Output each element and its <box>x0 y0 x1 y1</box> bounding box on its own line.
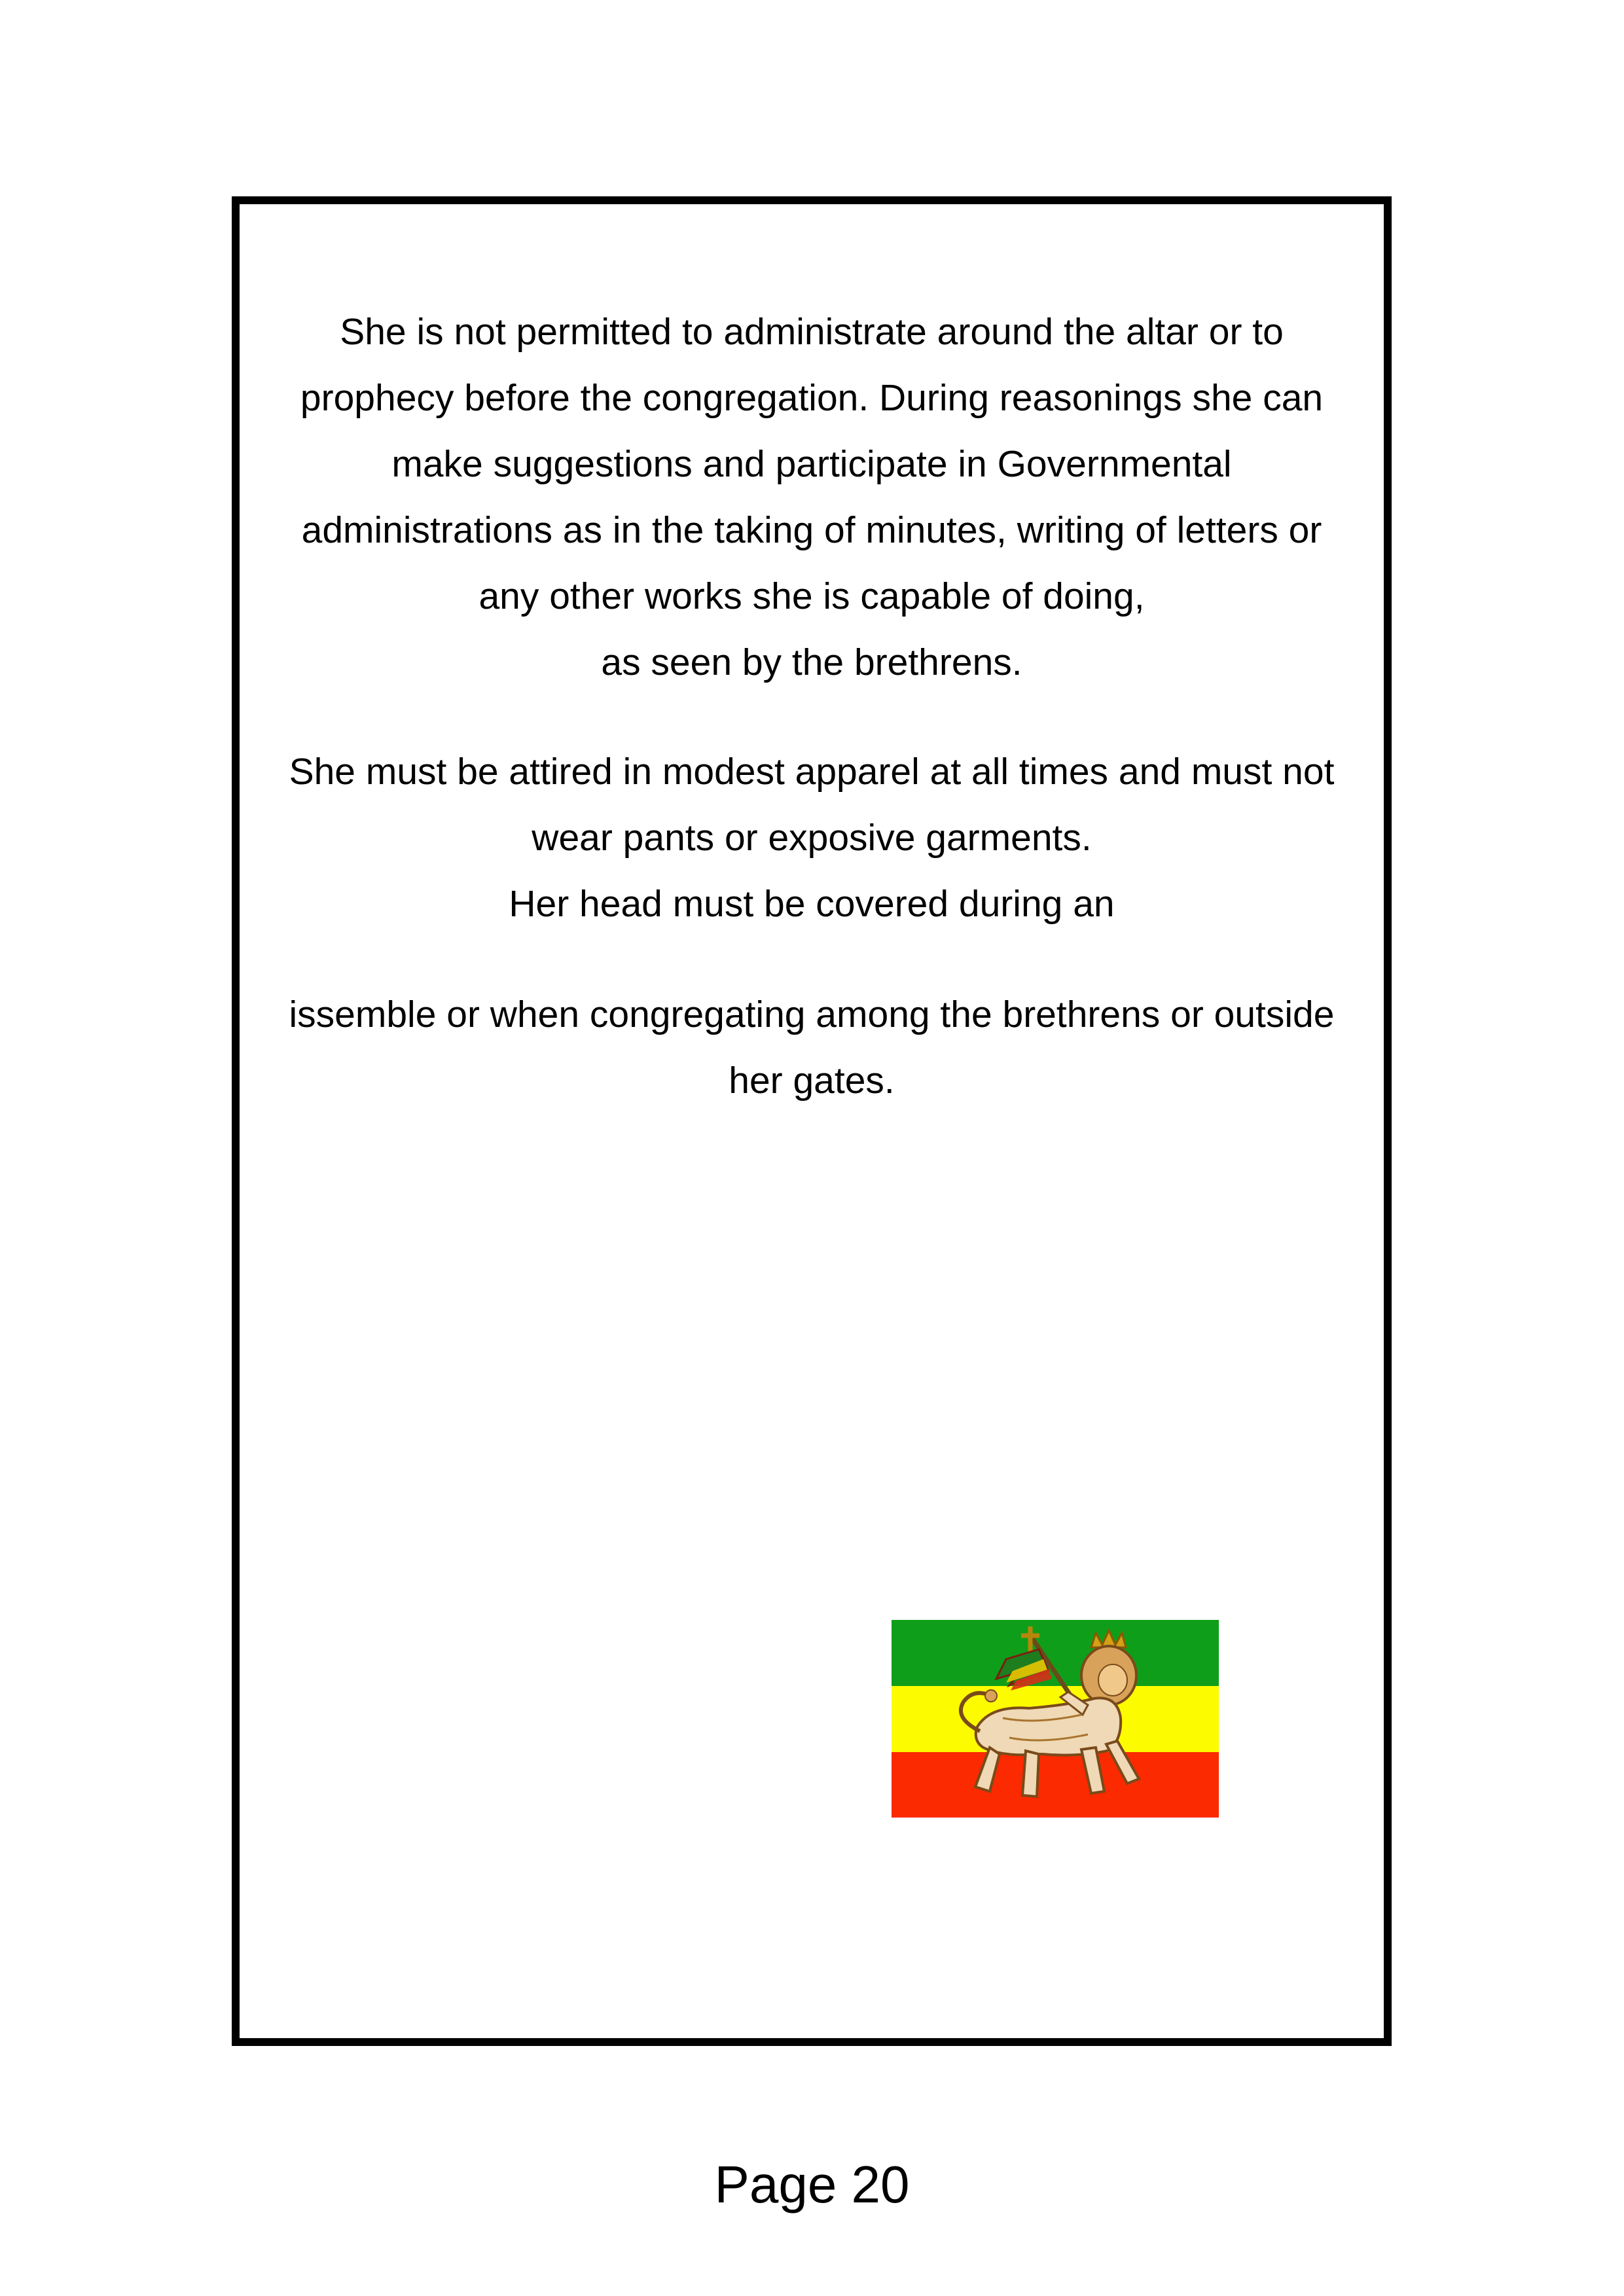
paragraph-head-covering <box>240 982 1384 1114</box>
text-line: She must be attired in modest apparel at all times and must not <box>289 751 1335 793</box>
text-line: issemble or when congregating among the brethrens or outside <box>289 994 1335 1035</box>
text-line: any other works she is capable of doing, <box>478 575 1145 617</box>
lion-emblem-icon <box>892 1620 1219 1818</box>
text-line: prophecy before the congregation. During reasonings she can <box>300 377 1324 419</box>
text-line: Her head must be covered during an <box>509 883 1115 925</box>
text-line: wear pants or exposive garments. <box>532 817 1092 859</box>
text-line: administrations as in the taking of minutes, writing of letters or <box>301 509 1322 551</box>
page-number: Page 20 <box>714 2155 910 2214</box>
text-line: as seen by the brethrens. <box>601 641 1022 683</box>
text-line: She is not permitted to administrate around the altar or to <box>340 311 1284 353</box>
text-line: make suggestions and participate in Governmental <box>391 443 1232 485</box>
paragraph-women-duties <box>240 299 1384 696</box>
lion-of-judah-flag-icon <box>892 1620 1219 1818</box>
paragraph-attire <box>240 739 1384 937</box>
text-line: her gates. <box>729 1060 895 1102</box>
page-border-frame <box>232 196 1392 2046</box>
